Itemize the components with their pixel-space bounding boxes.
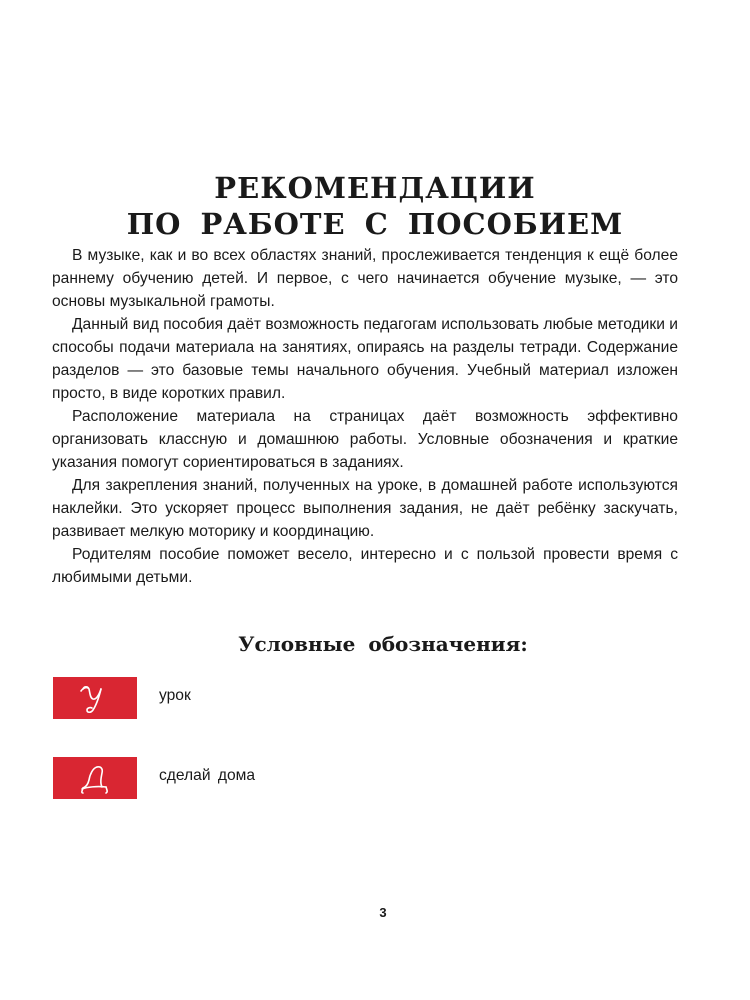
paragraph: Расположение материала на страницах даёт возможность эффективно организовать классную и домашнюю работы. Условные обозначения и краткие указания помогут сориентироваться в заданиях. xyxy=(52,408,678,471)
page-title xyxy=(0,170,750,242)
paragraph: Родителям пособие поможет весело, интересно и с пользой провести время с любимыми детьми. xyxy=(52,546,678,586)
script-letter-d-icon xyxy=(77,760,113,796)
title-line-2: ПО РАБОТЕ С ПОСОБИЕМ xyxy=(126,207,624,241)
paragraph: В музыке, как и во всех областях знаний, прослеживается тенденция к ещё более раннему обучению детей. И первое, с чего начинается обучение музыке, — это основы музыкальной грамоты. xyxy=(52,247,678,310)
script-letter-u-icon xyxy=(77,680,113,716)
legend-title: Условные обозначения: xyxy=(238,632,528,656)
legend-label-homework: сделай дома xyxy=(159,767,256,784)
paragraph: Данный вид пособия даёт возможность педагогам использовать любые методики и способы подачи материала на занятиях, опираясь на разделы тетради. Содержание разделов — это базовые темы начального обучения. Учебный материал изложен просто, в виде коротких правил. xyxy=(52,316,678,402)
legend-label-lesson: урок xyxy=(159,687,191,704)
paragraph: Для закрепления знаний, полученных на уроке, в домашней работе используются наклейки. Это ускоряет процесс выполнения задания, не даёт ребёнку заскучать, развивает мелкую моторику и координацию. xyxy=(52,477,678,540)
lesson-badge xyxy=(53,677,137,719)
homework-badge xyxy=(53,757,137,799)
page-number: 3 xyxy=(379,905,387,920)
title-line-1: РЕКОМЕНДАЦИИ xyxy=(214,171,536,205)
recommendations-text xyxy=(52,244,678,589)
